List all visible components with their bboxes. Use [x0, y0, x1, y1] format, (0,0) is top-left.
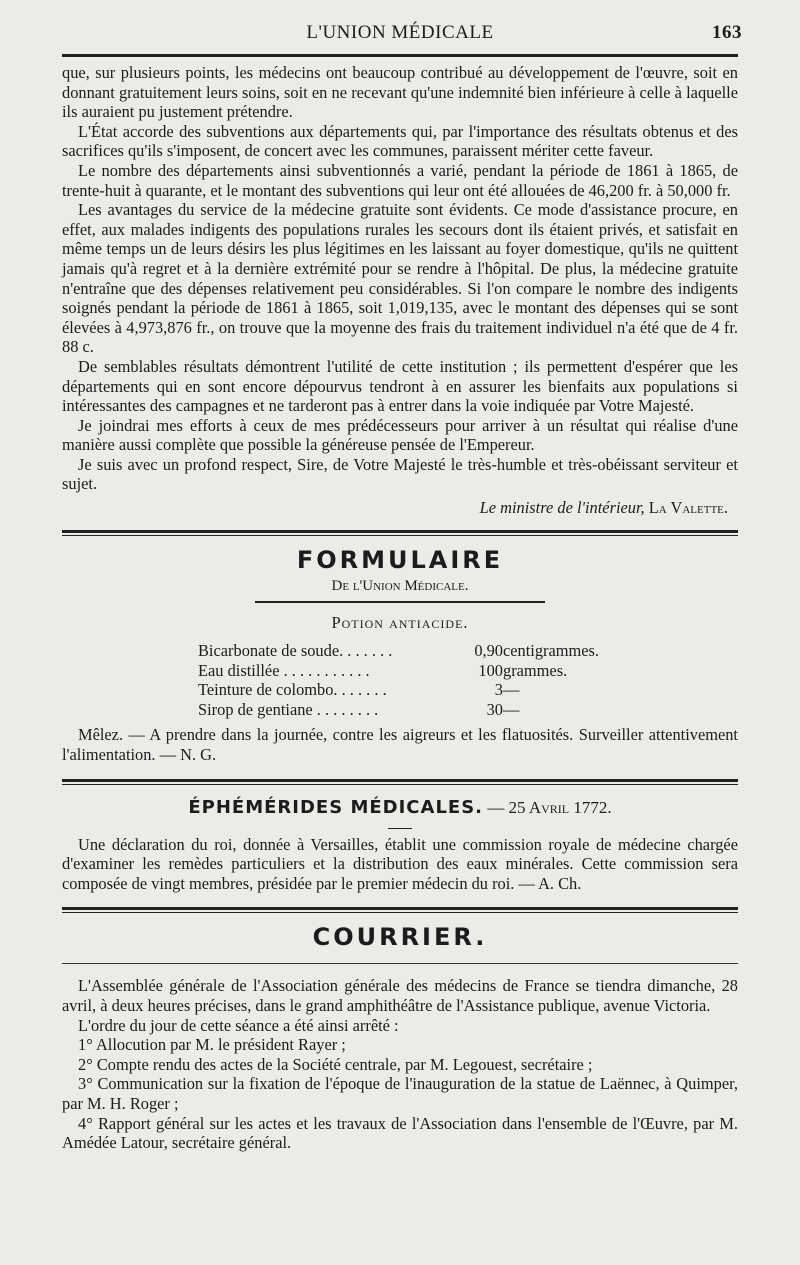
ingredient-row	[198, 641, 599, 661]
section-divider	[62, 779, 738, 785]
letter-signature	[62, 498, 728, 518]
formulaire-title: FORMULAIRE	[296, 546, 504, 575]
ingredient-name: Eau distillée . . . . . . . . . . .	[198, 660, 370, 680]
ingredient-unit: —	[503, 680, 520, 700]
ingredient-name: Bicarbonate de soude. . . . . . .	[198, 641, 393, 661]
running-header	[62, 22, 742, 48]
courrier-rule	[62, 963, 738, 964]
letter-section	[62, 63, 738, 518]
ephemerides-section	[62, 797, 738, 894]
signature-name: La Valette.	[648, 498, 728, 518]
ingredient-name: Sirop de gentiane . . . . . . . .	[198, 699, 379, 719]
agenda-item: 2° Compte rendu des actes de la Société centrale, par M. Legouest, secrétaire ;	[78, 1054, 593, 1074]
formulaire-instructions: Mêlez. — A prendre dans la journée, contre les aigreurs et les flatuosités. Surveiller attentivement l'alimentation. — N. G.	[62, 725, 738, 765]
agenda-item: 4° Rapport général sur les actes et les travaux de l'Association dans l'ensemble de l'Œuvre, par M. Amédée Latour, secrétaire général.	[62, 1113, 738, 1153]
page-number: 163	[712, 22, 742, 43]
courrier-agenda-intro: L'ordre du jour de cette séance a été ainsi arrêté :	[78, 1015, 399, 1035]
ingredient-row	[198, 661, 599, 681]
ingredient-qty: 3	[494, 680, 503, 700]
ingredient-name: Teinture de colombo. . . . . . .	[198, 680, 387, 700]
ephemerides-rule	[388, 828, 412, 829]
ephemerides-text: Une déclaration du roi, donnée à Versailles, établit une commission royale de médecine chargée d'examiner les remèdes particuliers et la distribution des eaux minérales. Cette commission sera composée de vingt membres, présidée par le premier médecin du roi. — A. Ch.	[62, 834, 738, 893]
ingredient-qty: 30	[486, 699, 503, 719]
ephemerides-date: — 25 Avril 1772.	[487, 797, 612, 817]
formulaire-rule	[255, 601, 545, 603]
signature-role: Le ministre de l'intérieur,	[479, 498, 645, 518]
section-divider	[62, 530, 738, 536]
letter-paragraph: L'État accorde des subventions aux départements qui, par l'importance des résultats obtenus et des sacrifices qu'ils s'imposent, de concert avec les communes, paraissent mériter cette faveur.	[62, 121, 738, 161]
ingredient-unit: —	[503, 699, 520, 719]
ingredient-unit: centigrammes.	[503, 641, 600, 661]
ephemerides-title: ÉPHÉMÉRIDES MÉDICALES.	[188, 796, 484, 818]
courrier-intro: L'Assemblée générale de l'Association générale des médecins de France se tiendra dimanche, 28 avril, à deux heures précises, dans le grand amphithéâtre de l'Assistance publique, avenue Victoria.	[62, 976, 738, 1015]
courrier-section	[62, 923, 738, 1152]
formulaire-section	[62, 546, 738, 765]
agenda-item: 3° Communication sur la fixation de l'époque de l'inauguration de la statue de Laënnec, à Quimper, par M. H. Roger ;	[62, 1074, 738, 1113]
letter-paragraph: Je suis avec un profond respect, Sire, de Votre Majesté le très-humble et très-obéissant serviteur et sujet.	[62, 454, 738, 494]
letter-paragraph: que, sur plusieurs points, les médecins ont beaucoup contribué au développement de l'œuvre, soit en donnant gratuitement leurs soins, soit en ne recevant qu'une indemnité bien inférieure à celle à laquelle ils auraient pu justement prétendre.	[62, 63, 738, 122]
letter-paragraph: Je joindrai mes efforts à ceux de mes prédécesseurs pour arriver à un résultat qui réalise d'une manière aussi complète que possible la généreuse pensée de l'Empereur.	[62, 415, 738, 455]
formulaire-subtitle: De l'Union Médicale.	[331, 578, 469, 595]
ingredient-qty: 0,90	[474, 641, 503, 661]
header-rule	[62, 54, 738, 57]
ingredient-qty: 100	[478, 660, 503, 680]
running-title: L'UNION MÉDICALE	[306, 22, 494, 43]
ingredient-row	[198, 700, 599, 720]
courrier-title: COURRIER.	[312, 923, 488, 952]
letter-paragraph: De semblables résultats démontrent l'utilité de cette institution ; ils permettent d'espérer que les départements qui en sont encore dépourvus tendront à en assurer les bienfaits aux populations si intéressantes des campagnes et ne tarderont pas à entrer dans la voie indiquée par Votre Majesté.	[62, 356, 738, 416]
letter-paragraph: Le nombre des départements ainsi subventionnés a varié, pendant la période de 1861 à 1865, de trente-huit à quarante, et le montant des subventions qui leur ont été allouées de 46,200 fr. à 50,000 fr.	[62, 160, 738, 200]
section-divider	[62, 907, 738, 913]
ingredient-unit: grammes.	[503, 660, 568, 680]
recipe-title: Potion antiacide.	[331, 613, 469, 633]
letter-paragraph: Les avantages du service de la médecine gratuite sont évidents. Ce mode d'assistance procure, en effet, aux malades indigents des populations rurales les secours dont ils étaient privés, et satisfait en même temps un de leurs désirs les plus légitimes en les laissant au foyer domestique, qu'ils ne quittent jamais qu'à regret et à la dernière extrémité pour se rendre à l'hôpital. De plus, la médecine gratuite n'entraîne que des dépenses relativement peu considérables. Si l'on compare le nombre des indigents soignés pendant la période de 1861 à 1865, soit 1,019,135, avec le montant des dépenses qui se sont élevées à 4,973,876 fr., on trouve que la moyenne des frais du traitement individuel n'a été que de 4 fr. 88 c.	[62, 200, 738, 357]
ephemerides-heading	[62, 797, 738, 818]
agenda-item: 1° Allocution par M. le président Rayer ;	[78, 1035, 346, 1055]
ingredient-row	[198, 680, 599, 700]
ingredient-table	[198, 641, 599, 719]
